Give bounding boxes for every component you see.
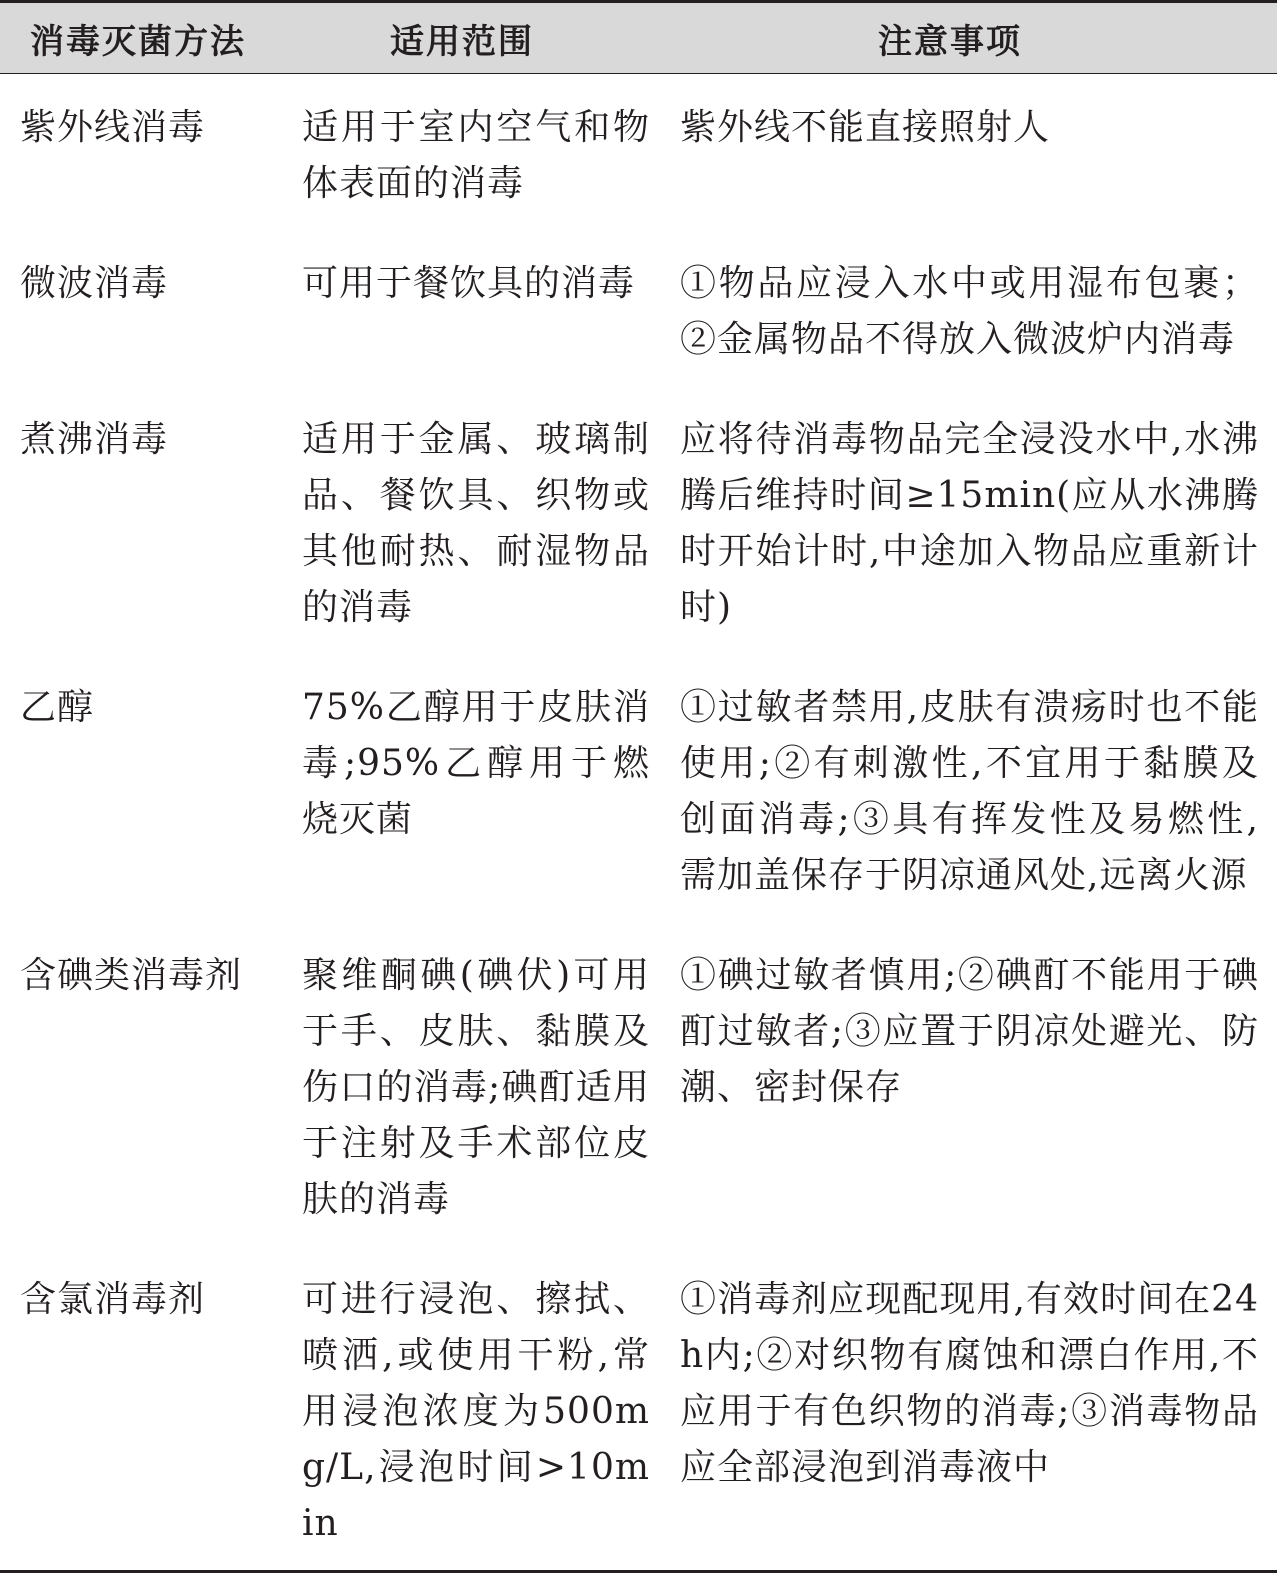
cell-notes: 紫外线不能直接照射人	[680, 107, 1051, 148]
table-row	[0, 922, 1277, 1246]
cell-method: 微波消毒	[20, 263, 169, 304]
table-row	[0, 1246, 1277, 1572]
cell-scope: 可进行浸泡、擦拭、喷洒,或使用干粉,常用浸泡浓度为500mg/L,浸泡时间>10min	[290, 1246, 668, 1572]
table-body	[0, 74, 1277, 1572]
cell-method: 含氯消毒剂	[0, 1246, 290, 1572]
cell-notes: ①物品应浸入水中或用湿布包裹；②金属物品不得放入微波炉内消毒	[680, 263, 1259, 360]
table-row	[0, 230, 1277, 386]
cell-scope: 75%乙醇用于皮肤消毒;95%乙醇用于燃烧灭菌	[302, 687, 650, 840]
cell-scope: 适用于室内空气和物体表面的消毒	[302, 107, 650, 204]
header-notes: 注意事项	[668, 2, 1277, 74]
header-method: 消毒灭菌方法	[0, 2, 290, 74]
header-row	[0, 2, 1277, 74]
cell-notes: ①消毒剂应现配现用,有效时间在24h内;②对织物有腐蚀和漂白作用,不应用于有色织物的消毒;③消毒物品应全部浸泡到消毒液中	[668, 1246, 1277, 1572]
cell-scope: 适用于金属、玻璃制品、餐饮具、织物或其他耐热、耐湿物品的消毒	[302, 419, 650, 628]
cell-method: 煮沸消毒	[20, 419, 169, 460]
cell-scope: 可用于餐饮具的消毒	[302, 263, 636, 304]
cell-method: 紫外线消毒	[20, 107, 206, 148]
table-header	[0, 2, 1277, 74]
table-row	[0, 74, 1277, 231]
cell-notes: 应将待消毒物品完全浸没水中,水沸腾后维持时间≥15min(应从水沸腾时开始计时,中途加入物品应重新计时)	[680, 419, 1259, 628]
cell-method: 含碘类消毒剂	[20, 955, 243, 996]
cell-method: 乙醇	[20, 687, 95, 728]
cell-notes: ①过敏者禁用,皮肤有溃疡时也不能使用;②有刺激性,不宜用于黏膜及创面消毒;③具有挥发性及易燃性,需加盖保存于阴凉通风处,远离火源	[680, 687, 1259, 896]
table-row	[0, 386, 1277, 654]
cell-notes: ①碘过敏者慎用;②碘酊不能用于碘酊过敏者;③应置于阴凉处避光、防潮、密封保存	[680, 955, 1259, 1108]
header-scope: 适用范围	[290, 2, 668, 74]
cell-scope: 聚维酮碘(碘伏)可用于手、皮肤、黏膜及伤口的消毒;碘酊适用于注射及手术部位皮肤的消毒	[302, 955, 650, 1220]
table-row	[0, 654, 1277, 922]
